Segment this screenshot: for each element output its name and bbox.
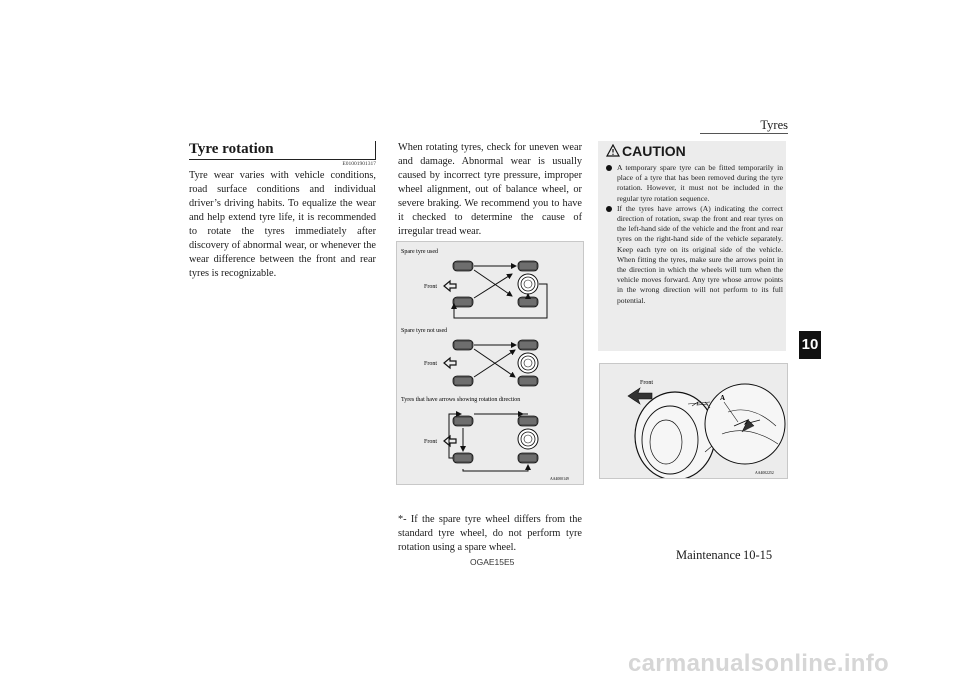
caution-item	[605, 163, 783, 204]
caution-heading: CAUTION	[622, 143, 686, 159]
tyre-icon	[518, 297, 538, 307]
footer-section: Maintenance	[676, 548, 741, 562]
tyre-icon	[518, 261, 538, 271]
front-label-2: Front	[424, 361, 438, 367]
tyre-icon	[453, 376, 473, 386]
tyre-icon	[518, 416, 538, 426]
tyre-outline	[635, 392, 715, 478]
front-arrow-icon	[628, 388, 652, 404]
tyre-icon	[453, 453, 473, 463]
tyre-icon	[453, 340, 473, 350]
header-rule	[700, 133, 788, 134]
spare-tyre-icon	[518, 274, 538, 294]
bullet-icon	[606, 206, 612, 212]
tyre-icon	[453, 416, 473, 426]
chapter-tab: 10	[799, 331, 821, 359]
reference-code: E01001901317	[342, 161, 376, 167]
marker-a: A	[720, 394, 726, 402]
tyre-icon	[453, 261, 473, 271]
bullet-icon	[606, 165, 612, 171]
caution-list	[605, 163, 783, 306]
rotation-diagram-svg	[397, 242, 583, 484]
label-spare-used: Spare tyre used	[401, 249, 438, 255]
spare-wheel-note: *- If the spare tyre wheel differs from the standard tyre wheel, do not perform tyre rotation using a spare wheel.	[398, 514, 582, 553]
running-header: Tyres	[760, 118, 788, 132]
title-rule	[189, 159, 376, 160]
tyre-icon	[518, 340, 538, 350]
label-directional-tyres: Tyres that have arrows showing rotation direction	[401, 397, 521, 403]
front-arrow-icon	[444, 281, 456, 291]
tyre-arrow-figure	[599, 363, 788, 479]
front-label-fig2: Front	[640, 380, 654, 386]
caution-item-text: If the tyres have arrows (A) indicating the correct direction of rotation, swap the front and rear tyres on the left-hand side of the vehicle and the front and rear tyres on the right-hand side of the vehicle separately. Keep each tyre on its original side of the vehicle. When fitting the tyres, make sure the arrows point in the direction in which the wheels will turn when the vehicle moves forward. Any tyre whose arrow points in the wrong direction will not perform to its full potential.	[617, 203, 783, 305]
spare-tyre-icon	[518, 429, 538, 449]
spare-tyre-icon	[518, 353, 538, 373]
intro-paragraph: Tyre wear varies with vehicle conditions, road surface conditions and individual driver’s driving habits. To equalize the wear and help extend tyre life, it is recommended to rotate the tyres immediately after discovery of abnormal wear, or whenever the wear difference between the front and rear tyres is recognizable.	[189, 170, 376, 279]
tyre-arrow-svg	[600, 364, 787, 478]
main-paragraph: When rotating tyres, check for uneven wear and damage. Abnormal wear is usually caused by incorrect tyre pressure, improper wheel alignment, out of balance wheel, or severe braking. We recommend you to have it checked to determine the cause of irregular tread wear.	[398, 142, 582, 237]
label-spare-not-used: Spare tyre not used	[401, 328, 448, 334]
caution-item	[605, 204, 783, 306]
tyre-icon	[518, 376, 538, 386]
page-number: 10-15	[743, 548, 773, 562]
tyre-icon	[518, 453, 538, 463]
figure-code: AA4000149	[550, 477, 569, 481]
document-code: OGAE15E5	[470, 557, 515, 567]
warning-triangle-icon	[606, 144, 620, 157]
front-label-1: Front	[424, 284, 438, 290]
watermark: carmanualsonline.info	[628, 650, 890, 677]
caution-item-text: A temporary spare tyre can be fitted temporarily in place of a tyre that has been removed during the tyre rotation. However, it must not be included in the regular tyre rotation sequence.	[617, 163, 783, 203]
title-rule-tick	[375, 141, 376, 159]
front-arrow-icon	[444, 358, 456, 368]
front-label-3: Front	[424, 439, 438, 445]
section-title: Tyre rotation	[189, 141, 274, 157]
figure-code: AA4002252	[755, 471, 774, 475]
rotation-diagram	[396, 241, 584, 485]
tyre-icon	[453, 297, 473, 307]
front-arrow-icon	[444, 436, 456, 446]
